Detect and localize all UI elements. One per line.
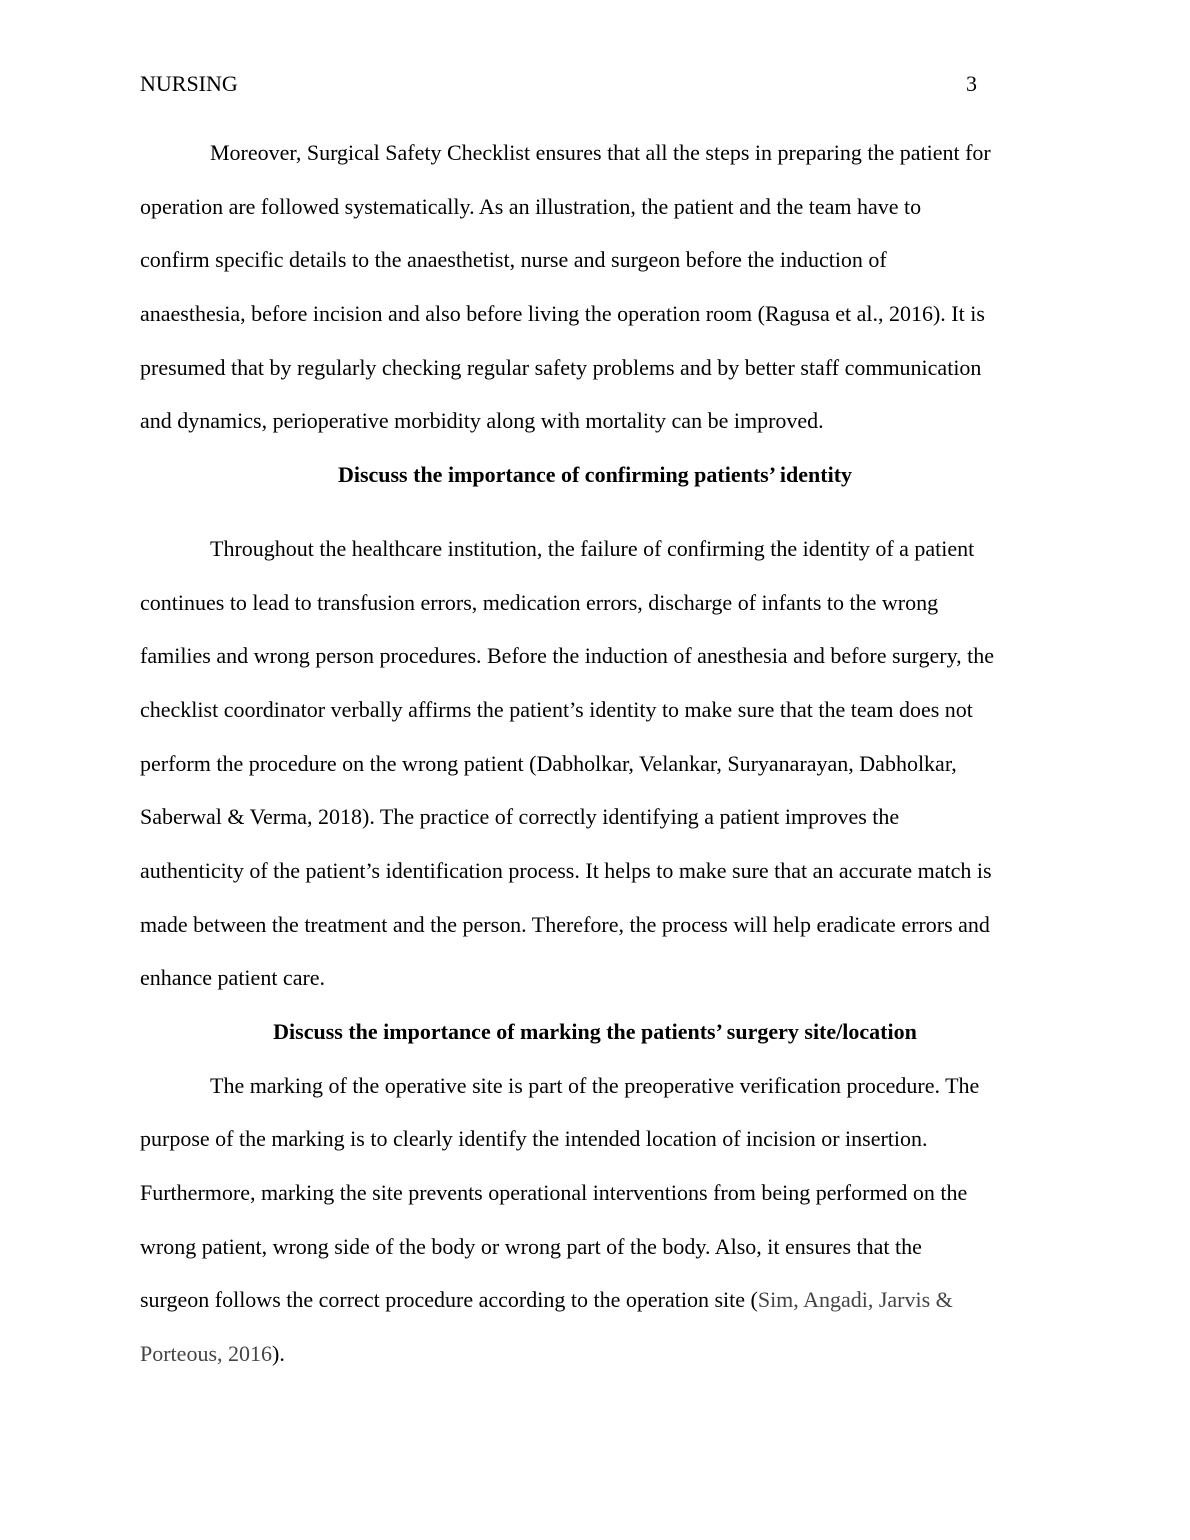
paragraph-line: and dynamics, perioperative morbidity along with mortality can be improved. [140, 408, 824, 434]
paragraph-line: presumed that by regularly checking regular safety problems and by better staff communication [140, 354, 982, 380]
citation-text: Porteous, 2016 [140, 1341, 272, 1367]
paragraph-text: surgeon follows the correct procedure according to the operation site ( [140, 1287, 758, 1313]
paragraph-line: The marking of the operative site is part of the preoperative verification procedure. The [210, 1072, 980, 1098]
paragraph-line: perform the procedure on the wrong patient (Dabholkar, Velankar, Suryanarayan, Dabholkar, [140, 750, 957, 776]
section-heading-site-marking: Discuss the importance of marking the patients’ surgery site/location [273, 1019, 917, 1044]
paragraph-line: Throughout the healthcare institution, the failure of confirming the identity of a patient [210, 535, 975, 561]
paragraph-line: continues to lead to transfusion errors, medication errors, discharge of infants to the wrong [140, 589, 939, 615]
paragraph-line: families and wrong person procedures. Before the induction of anesthesia and before surgery, the [140, 643, 995, 669]
running-head: NURSING [140, 71, 238, 96]
paragraph-line: made between the treatment and the person. Therefore, the process will help eradicate errors and [140, 911, 990, 937]
citation-text: Sim, Angadi, Jarvis & [757, 1287, 953, 1313]
paragraph-line: purpose of the marking is to clearly identify the intended location of incision or insertion. [140, 1126, 928, 1152]
paragraph-line: confirm specific details to the anaesthetist, nurse and surgeon before the induction of [140, 247, 887, 273]
body-text [140, 126, 1060, 1381]
paragraph-line [140, 1327, 1060, 1381]
paragraph-line: Furthermore, marking the site prevents operational interventions from being performed on the [140, 1180, 968, 1206]
paragraph-line: anaesthesia, before incision and also before living the operation room (Ragusa et al., 2016). It is [140, 301, 985, 327]
paragraph-line: Saberwal & Verma, 2018). The practice of correctly identifying a patient improves the [140, 804, 900, 830]
paragraph-text: ). [272, 1341, 285, 1367]
page-number: 3 [966, 71, 977, 96]
paragraph-line: wrong patient, wrong side of the body or wrong part of the body. Also, it ensures that the [140, 1233, 922, 1259]
paragraph-line: operation are followed systematically. As an illustration, the patient and the team have to [140, 193, 922, 219]
paragraph-line: enhance patient care. [140, 965, 326, 991]
heading-spacer [140, 502, 1060, 522]
paragraph-line: authenticity of the patient’s identification process. It helps to make sure that an accurate match is [140, 857, 992, 883]
paragraph-line: Moreover, Surgical Safety Checklist ensures that all the steps in preparing the patient for [210, 140, 991, 165]
paragraph-line: checklist coordinator verbally affirms the patient’s identity to make sure that the team does not [140, 696, 973, 722]
section-heading-identity: Discuss the importance of confirming patients’ identity [337, 462, 853, 488]
paragraph-line [140, 1273, 1060, 1327]
